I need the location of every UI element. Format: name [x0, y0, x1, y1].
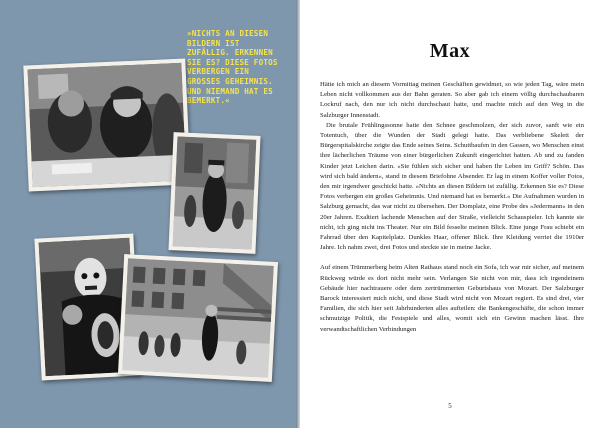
- paragraph: Die brutale Frühlingssonne hatte den Schnee geschmolzen, der sich zuvor, sanft wie ein Totentuch, über die Wunden der Stadt gelegt hatte. Das verbliebene Skelett der Bürgerspitalskirche zeigte das Ende seines Seins. Schuttbaufen in den Gassen, wo Menschen einst ihre lächerlichen Träume von einer bürgerlichen Zukunft eingerichtet hatten. Ab und zu fanden Kinder jetzt Leichen darin. »Sie fühlen sich sicher und haben Ihr Leben im Griff? Schön. Das wird sich bald ändern«, stand in diesem Briefohne Absender. Er lag in einem Koffer voller Fotos, den mir irgendwer geschickt hatte. »Nichts an diesen Bildern ist zufällig. Erkennen Sie es? Diese Fotos verbergen ein großes Geheimnis. Und niemand hat es bemerkt.« Die Aufnahmen wurden in Salzburg gemacht, das war nicht zu übersehen. Der Domplatz, eine Probe des »Jedermann« in den 20er Jahren. Exaltiert lachende Menschen auf der Straße, vielleicht Schauspieler. Ich kannte sie nicht, ich ging nicht ins Theater. Nur ein Bild fesselte meinen Blick. Eine junge Frau schiebt ein Fahrrad über den Kapitelplatz. Dunkles Haar, offener Blick. Ihre Kleidung verriet die 1910er Jahre. Ich nahm zwei, drei Fotos und steckte sie in meine Jacke.: [320, 121, 584, 252]
- photo-cafe-women: [23, 59, 190, 192]
- photo-building-procession: [118, 254, 278, 382]
- body-text: [320, 80, 584, 335]
- chapter-title: Max: [429, 40, 471, 62]
- paragraph: Auf einem Trümmerberg beim Alten Rathaus stand noch ein Sofa, ich war mir sicher, auf meinem Rückweg würde es dort nicht mehr sein. Verlangen Sie nicht von mir, dass ich irgendeinem Gebäude hier nachtrauere oder dem zertrümmerten Geburtshaus von Mozart. Der Salzburger Barock interessiert mich nicht, und diese Stadt wird nicht von Mozart regiert. Es sind drei, vier Familien, die sich hier seit Jahrhunderten alles aufteilen: die Bankengeschäfte, die schon immer schmutzige Politik, die Festspiele und alles, womit sich ein Gewinn machen lässt. Ihre verwandtschaftlichen Verbindungen: [320, 264, 584, 333]
- page-number: 5: [448, 402, 452, 410]
- paragraph: Hätte ich mich an diesem Vormittag meinen Geschäften gewidmet, so wie jeden Tag, wäre mein Leben nicht vollkommen aus der Bahn geraten. So aber gab ich einem völlig durchschaubaren Lockruf nach, den nur ich nicht durchschaut hatte, und machte mich auf den Weg in die Salzburger Innenstadt.: [320, 81, 584, 119]
- photo-street-man: [168, 132, 260, 254]
- left-page: [0, 0, 296, 428]
- pull-quote: »NICHTS AN DIESEN BILDERN IST ZUFÄLLIG. ERKENNEN SIE ES? DIESE FOTOS VERBERGEN EIN GROSSES GEHEIMNIS. UND NIEMAND HAT ES BEMERKT.«: [187, 29, 278, 106]
